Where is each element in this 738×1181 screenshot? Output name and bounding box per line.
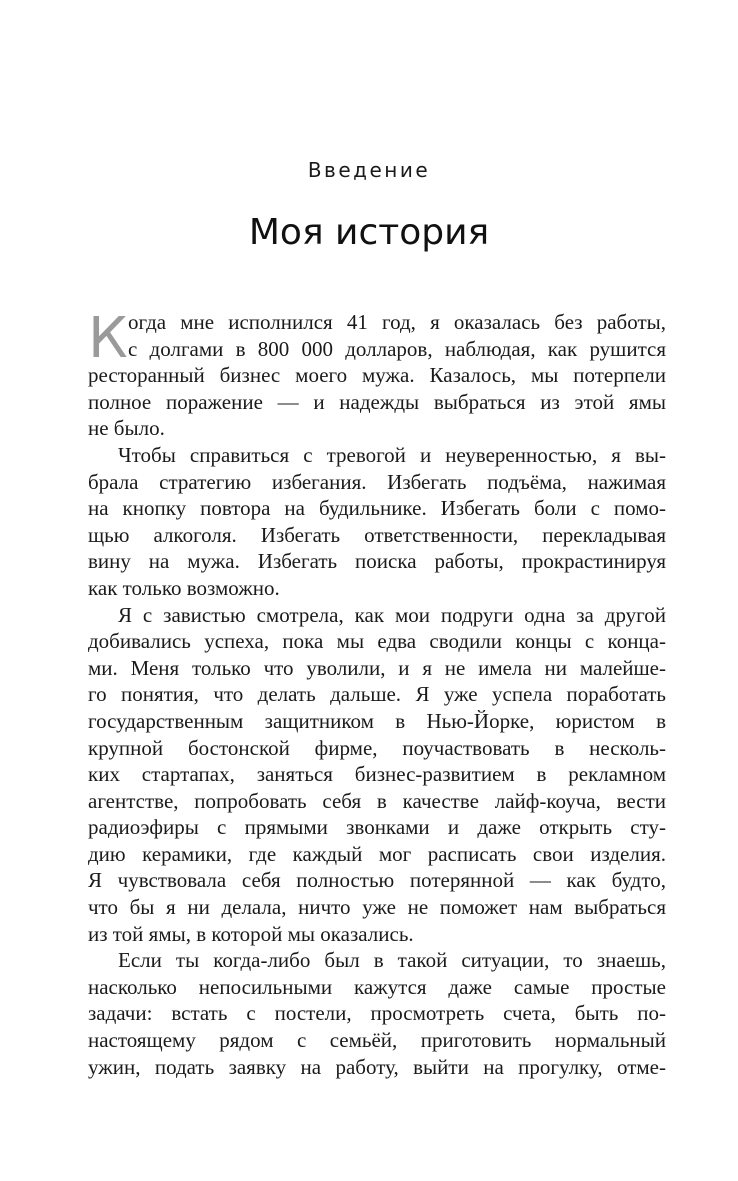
text-line: ужин, подать заявку на работу, выйти на прогулку, отме- bbox=[88, 1054, 666, 1079]
paragraph bbox=[88, 947, 666, 1080]
text-line: щью алкоголя. Избегать ответственности, перекладывая bbox=[88, 522, 666, 547]
text-line: с долгами в 800 000 долларов, наблюдая, как рушится bbox=[128, 336, 666, 361]
text-line: добивались успеха, пока мы едва сводили концы с конца- bbox=[88, 629, 666, 654]
chapter-title: Моя история bbox=[248, 212, 490, 253]
section-label: Введение bbox=[307, 158, 431, 182]
paragraph bbox=[88, 442, 666, 602]
text-line: задачи: встать с постели, просмотреть счета, быть по- bbox=[88, 1001, 666, 1026]
text-line: государственным защитником в Нью-Йорке, юристом в bbox=[88, 708, 666, 733]
text-line: го понятия, что делать дальше. Я уже успела поработать bbox=[88, 682, 666, 707]
text-line: агентстве, попробовать себя в качестве лайф-коуча, вести bbox=[88, 788, 666, 813]
paragraph bbox=[88, 602, 666, 948]
text-line: брала стратегию избегания. Избегать подъёма, нажимая bbox=[88, 469, 666, 494]
text-line: Я чувствовала себя полностью потерянной — как будто, bbox=[88, 868, 666, 893]
text-line: насколько непосильными кажутся даже самые простые bbox=[88, 974, 666, 999]
text-line: из той ямы, в которой мы оказались. bbox=[88, 921, 414, 946]
drop-cap: К bbox=[88, 306, 128, 371]
body-text bbox=[88, 306, 666, 1080]
text-line: Я с завистью смотрела, как мои подруги одна за другой bbox=[118, 602, 666, 627]
text-line: Если ты когда-либо был в такой ситуации, то знаешь, bbox=[118, 948, 666, 973]
text-line: на кнопку повтора на будильнике. Избегать боли с помо- bbox=[88, 496, 666, 521]
text-line: вину на мужа. Избегать поиска работы, прокрастинируя bbox=[88, 549, 666, 574]
text-line: что бы я ни делала, ничто уже не поможет нам выбраться bbox=[88, 895, 666, 920]
text-line: полное поражение — и надежды выбраться из этой ямы bbox=[88, 389, 666, 414]
text-line: не было. bbox=[88, 416, 165, 441]
text-line: настоящему рядом с семьёй, приготовить нормальный bbox=[88, 1028, 666, 1053]
text-line: радиоэфиры с прямыми звонками и даже открыть сту- bbox=[88, 815, 666, 840]
text-line: огда мне исполнился 41 год, я оказалась без работы, bbox=[128, 310, 666, 334]
text-line: ми. Меня только что уволили, и я не имела ни малейше- bbox=[88, 655, 666, 680]
paragraph bbox=[88, 306, 666, 442]
text-line: крупной бостонской фирме, поучаствовать в несколь- bbox=[88, 735, 666, 760]
text-line: как только возможно. bbox=[88, 575, 280, 600]
text-line: ких стартапах, заняться бизнес-развитием в рекламном bbox=[88, 762, 666, 787]
text-line: ресторанный бизнес моего мужа. Казалось, мы потерпели bbox=[88, 363, 666, 388]
text-line: Чтобы справиться с тревогой и неуверенностью, я вы- bbox=[118, 442, 666, 467]
text-line: дию керамики, где каждый мог расписать свои изделия. bbox=[88, 841, 666, 866]
